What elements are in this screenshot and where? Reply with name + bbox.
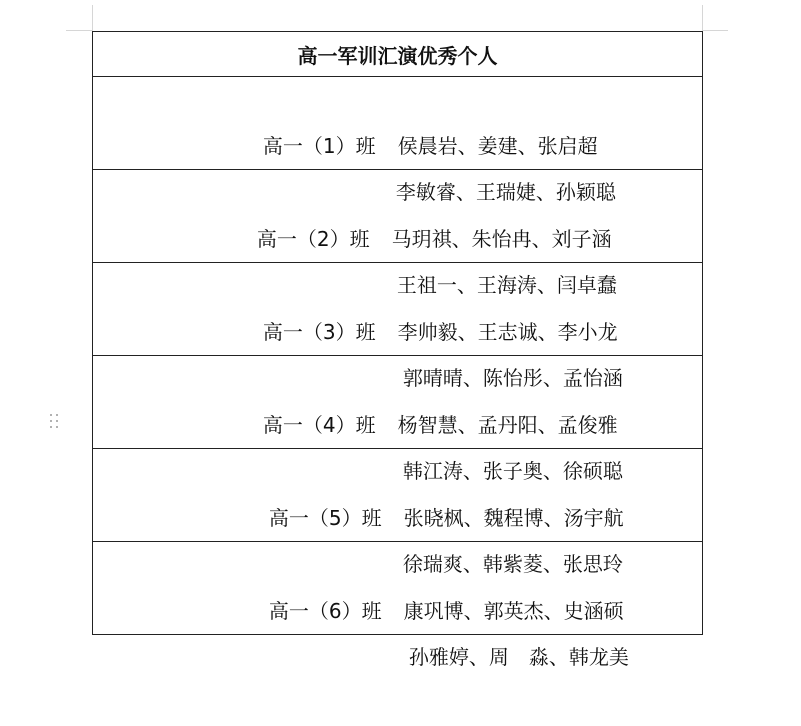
page-margin-guide-left xyxy=(92,5,93,31)
names-line-1: 李帅毅、王志诚、李小龙 xyxy=(397,320,618,344)
page-margin-guide-top-right xyxy=(702,30,728,31)
names-line-1: 康巩博、郭英杰、史涵硕 xyxy=(403,599,624,623)
class-cell-2[interactable] xyxy=(93,170,703,297)
names-line-2: 王祖一、王海涛、闫卓蠢 xyxy=(396,273,617,297)
names-line-2: 韩江涛、张子奥、徐硕聪 xyxy=(402,459,623,483)
drag-grip-icon xyxy=(50,414,60,430)
class-row xyxy=(93,356,703,449)
class-row xyxy=(93,77,703,170)
class-label: 高一（2）班 xyxy=(256,227,370,251)
page-margin-guide-right xyxy=(702,5,703,31)
class-cell-5[interactable] xyxy=(93,449,703,576)
names-line-1: 马玥祺、朱怡冉、刘子涵 xyxy=(391,227,612,251)
class-row xyxy=(93,542,703,635)
page-margin-guide-top xyxy=(66,30,93,31)
names-line-2: 徐瑞爽、韩紫菱、张思玲 xyxy=(402,552,623,576)
title-row xyxy=(93,32,703,77)
class-cell-4[interactable] xyxy=(93,356,703,483)
table-title[interactable]: 高一军训汇演优秀个人 xyxy=(93,32,703,77)
names-line-2: 孙雅婷、周 淼、韩龙美 xyxy=(408,645,629,669)
class-label: 高一（5）班 xyxy=(268,506,382,530)
names-line-2: 李敏睿、王瑞婕、孙颖聪 xyxy=(395,180,616,204)
class-label: 高一（6）班 xyxy=(268,599,382,623)
names-line-1: 侯晨岩、姜建、张启超 xyxy=(397,134,598,158)
class-row xyxy=(93,170,703,263)
names-line-2: 郭晴晴、陈怡彤、孟怡涵 xyxy=(402,366,623,390)
honor-table xyxy=(92,31,703,669)
names-line-1: 杨智慧、孟丹阳、孟俊雅 xyxy=(397,413,618,437)
class-label: 高一（3）班 xyxy=(262,320,376,344)
class-row xyxy=(93,449,703,542)
class-cell-3[interactable] xyxy=(93,263,703,390)
table-move-handle[interactable] xyxy=(50,414,60,430)
class-cell-1[interactable] xyxy=(93,77,703,204)
class-label: 高一（4）班 xyxy=(262,413,376,437)
class-cell-6[interactable] xyxy=(93,542,703,669)
class-label: 高一（1）班 xyxy=(262,134,376,158)
class-row xyxy=(93,263,703,356)
names-line-1: 张晓枫、魏程博、汤宇航 xyxy=(403,506,624,530)
